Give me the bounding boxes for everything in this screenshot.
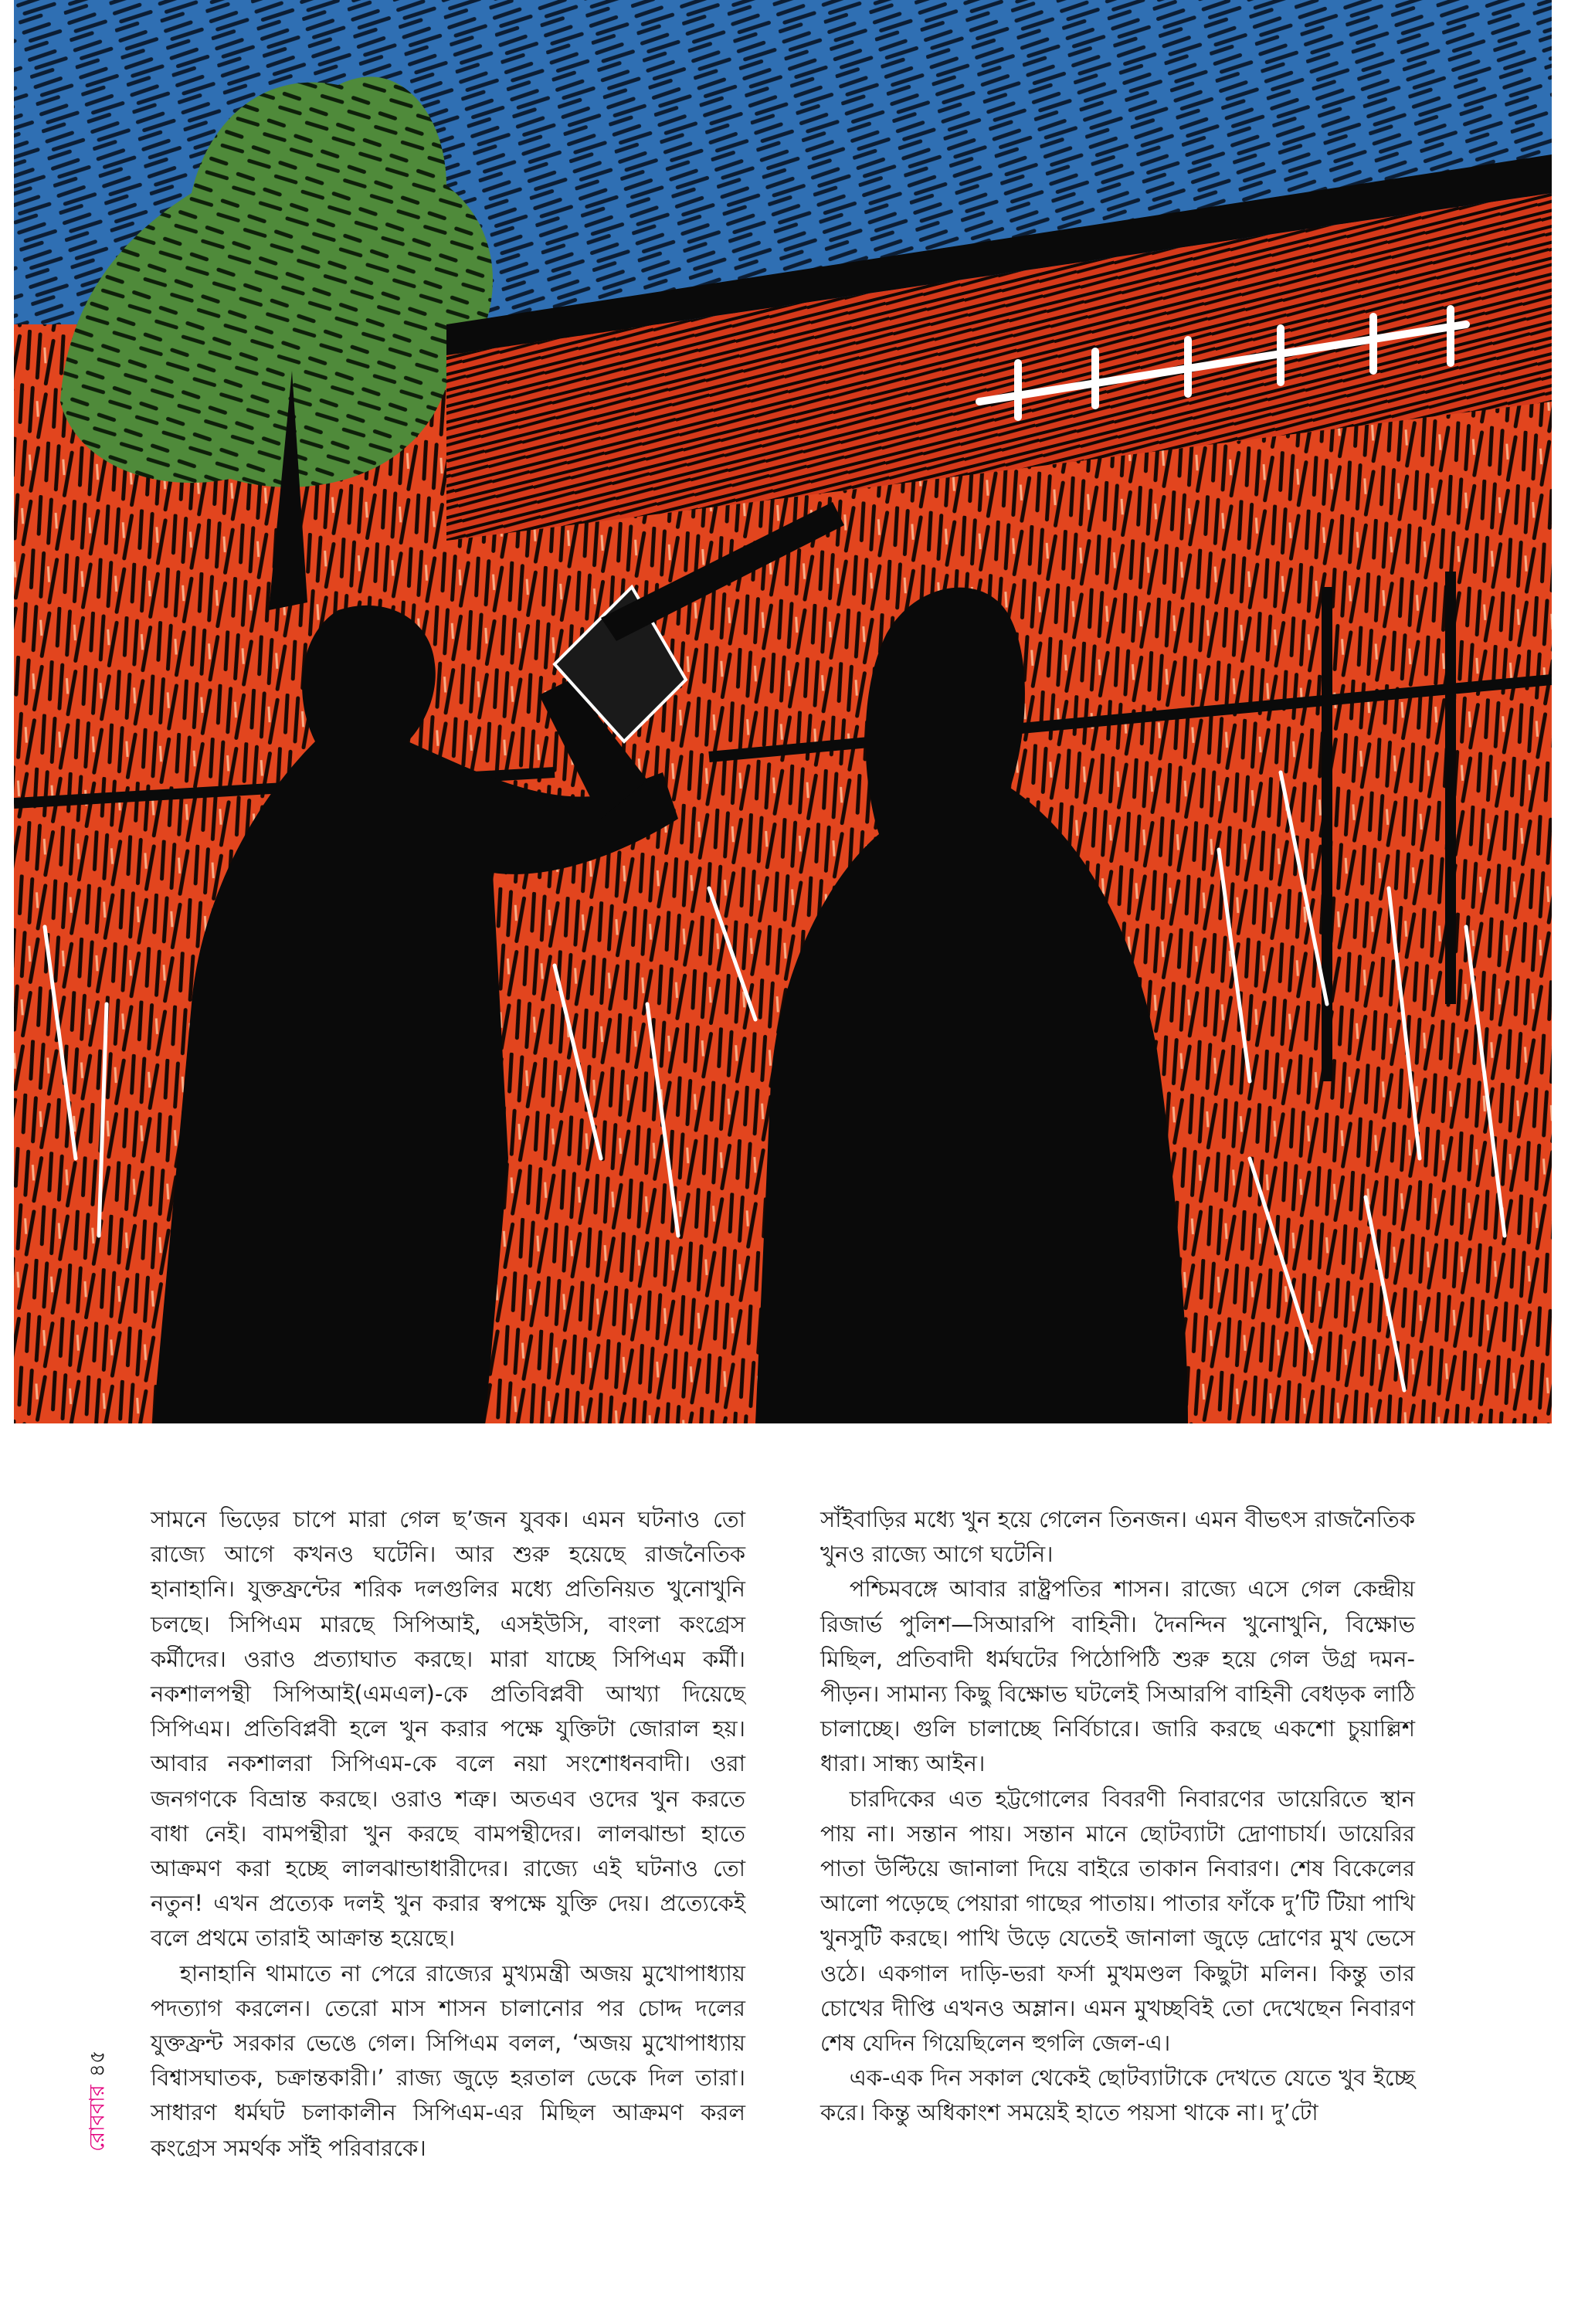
paragraph: এক-এক দিন সকাল থেকেই ছোটব্যাটাকে দেখতে যেতে খুব ইচ্ছে করে। কিন্তু অধিকাংশ সময়েই হাতে পয়সা থাকে না। দু’টো bbox=[820, 2064, 1415, 2126]
woodcut-illustration bbox=[14, 0, 1552, 1423]
paragraph: সামনে ভিড়ের চাপে মারা গেল ছ’জন যুবক। এমন ঘটনাও তো রাজ্যে আগে কখনও ঘটেনি। আর শুরু হয়েছে রাজনৈতিক হানাহানি। যুক্তফ্রন্টের শরিক দলগুলির মধ্যে প্রতিনিয়ত খুনোখুনি চলছে। সিপিএম মারছে সিপিআই, এসইউসি, বাংলা কংগ্রেস কর্মীদের। ওরাও প্রত্যাঘাত করছে। মারা যাচ্ছে সিপিএম কর্মী। নকশালপন্থী সিপিআই(এমএল)-কে প্রতিবিপ্লবী আখ্যা দিয়েছে সিপিএম। প্রতিবিপ্লবী হলে খুন করার পক্ষে যুক্তিটা জোরাল হয়। আবার নকশালরা সিপিএম-কে বলে নয়া সংশোধনবাদী। ওরা জনগণকে বিভ্রান্ত করছে। ওরাও শত্রু। অতএব ওদের খুন করতে বাধা নেই। বামপন্থীরা খুন করছে বামপন্থীদের। লালঝান্ডা হাতে আক্রমণ করা হচ্ছে লালঝান্ডাধারীদের। রাজ্যে এই ঘটনাও তো নতুন! এখন প্রত্যেক দলই খুন করার স্বপক্ষে যুক্তি দেয়। প্রত্যেকেই বলে প্রথমে তারাই আক্রান্ত হয়েছে। bbox=[151, 1506, 745, 1952]
paragraph: পশ্চিমবঙ্গে আবার রাষ্ট্রপতির শাসন। রাজ্যে এসে গেল কেন্দ্রীয় রিজার্ভ পুলিশ—সিআরপি বাহিনী। দৈনন্দিন খুনোখুনি, বিক্ষোভ মিছিল, প্রতিবাদী ধর্মঘটের পিঠোপিঠি শুরু হয়ে গেল উগ্র দমন-পীড়ন। সামান্য কিছু বিক্ষোভ ঘটলেই সিআরপি বাহিনী বেধড়ক লাঠি চালাচ্ছে। গুলি চালাচ্ছে নির্বিচারে। জারি করছে একশো চুয়াল্লিশ ধারা। সান্ধ্য আইন। bbox=[820, 1576, 1415, 1777]
paragraph: সাঁইবাড়ির মধ্যে খুন হয়ে গেলেন তিনজন। এমন বীভৎস রাজনৈতিক খুনও রাজ্যে আগে ঘটেনি। bbox=[820, 1506, 1415, 1568]
magazine-name: রোববার bbox=[85, 2085, 110, 2152]
paragraph: হানাহানি থামাতে না পেরে রাজ্যের মুখ্যমন্ত্রী অজয় মুখোপাধ্যায় পদত্যাগ করলেন। তেরো মাস শাসন চালানোর পর চোদ্দ দলের যুক্তফ্রন্ট সরকার ভেঙে গেল। সিপিএম বলল, ‘অজয় মুখোপাধ্যায় বিশ্বাসঘাতক, চক্রান্তকারী।’ রাজ্য জুড়ে হরতাল ডেকে দিল তারা। সাধারণ ধর্মঘট চলাকালীন সিপিএম-এর মিছিল আক্রমণ করল কংগ্রেস সমর্থক সাঁই পরিবারকে। bbox=[151, 1959, 745, 2161]
article-body bbox=[0, 1502, 1578, 2166]
folio-text bbox=[82, 2050, 117, 2151]
paragraph: চারদিকের এত হট্টগোলের বিবরণী নিবারণের ডায়েরিতে স্থান পায় না। সন্তান পায়। সন্তান মানে ছোটব্যাটা দ্রোণাচার্য। ডায়েরির পাতা উল্টিয়ে জানালা দিয়ে বাইরে তাকান নিবারণ। শেষ বিকেলের আলো পড়েছে পেয়ারা গাছের পাতায়। পাতার ফাঁকে দু’টি টিয়া পাখি খুনসুটি করছে। পাখি উড়ে যেতেই জানালা জুড়ে দ্রোণের মুখ ভেসে ওঠে। একগাল দাড়ি-ভরা ফর্সা মুখমণ্ডল কিছুটা মলিন। কিন্তু তার চোখের দীপ্তি এখনও অম্লান। এমন মুখচ্ছবিই তো দেখেছেন নিবারণ শেষ যেদিন গিয়েছিলেন হুগলি জেল-এ। bbox=[820, 1785, 1415, 2057]
illustration-art bbox=[14, 0, 1552, 1423]
left-column bbox=[151, 1502, 745, 2166]
right-column bbox=[820, 1502, 1415, 2131]
page-number: ৪৫ bbox=[85, 2050, 110, 2078]
page-folio bbox=[83, 2024, 114, 2178]
